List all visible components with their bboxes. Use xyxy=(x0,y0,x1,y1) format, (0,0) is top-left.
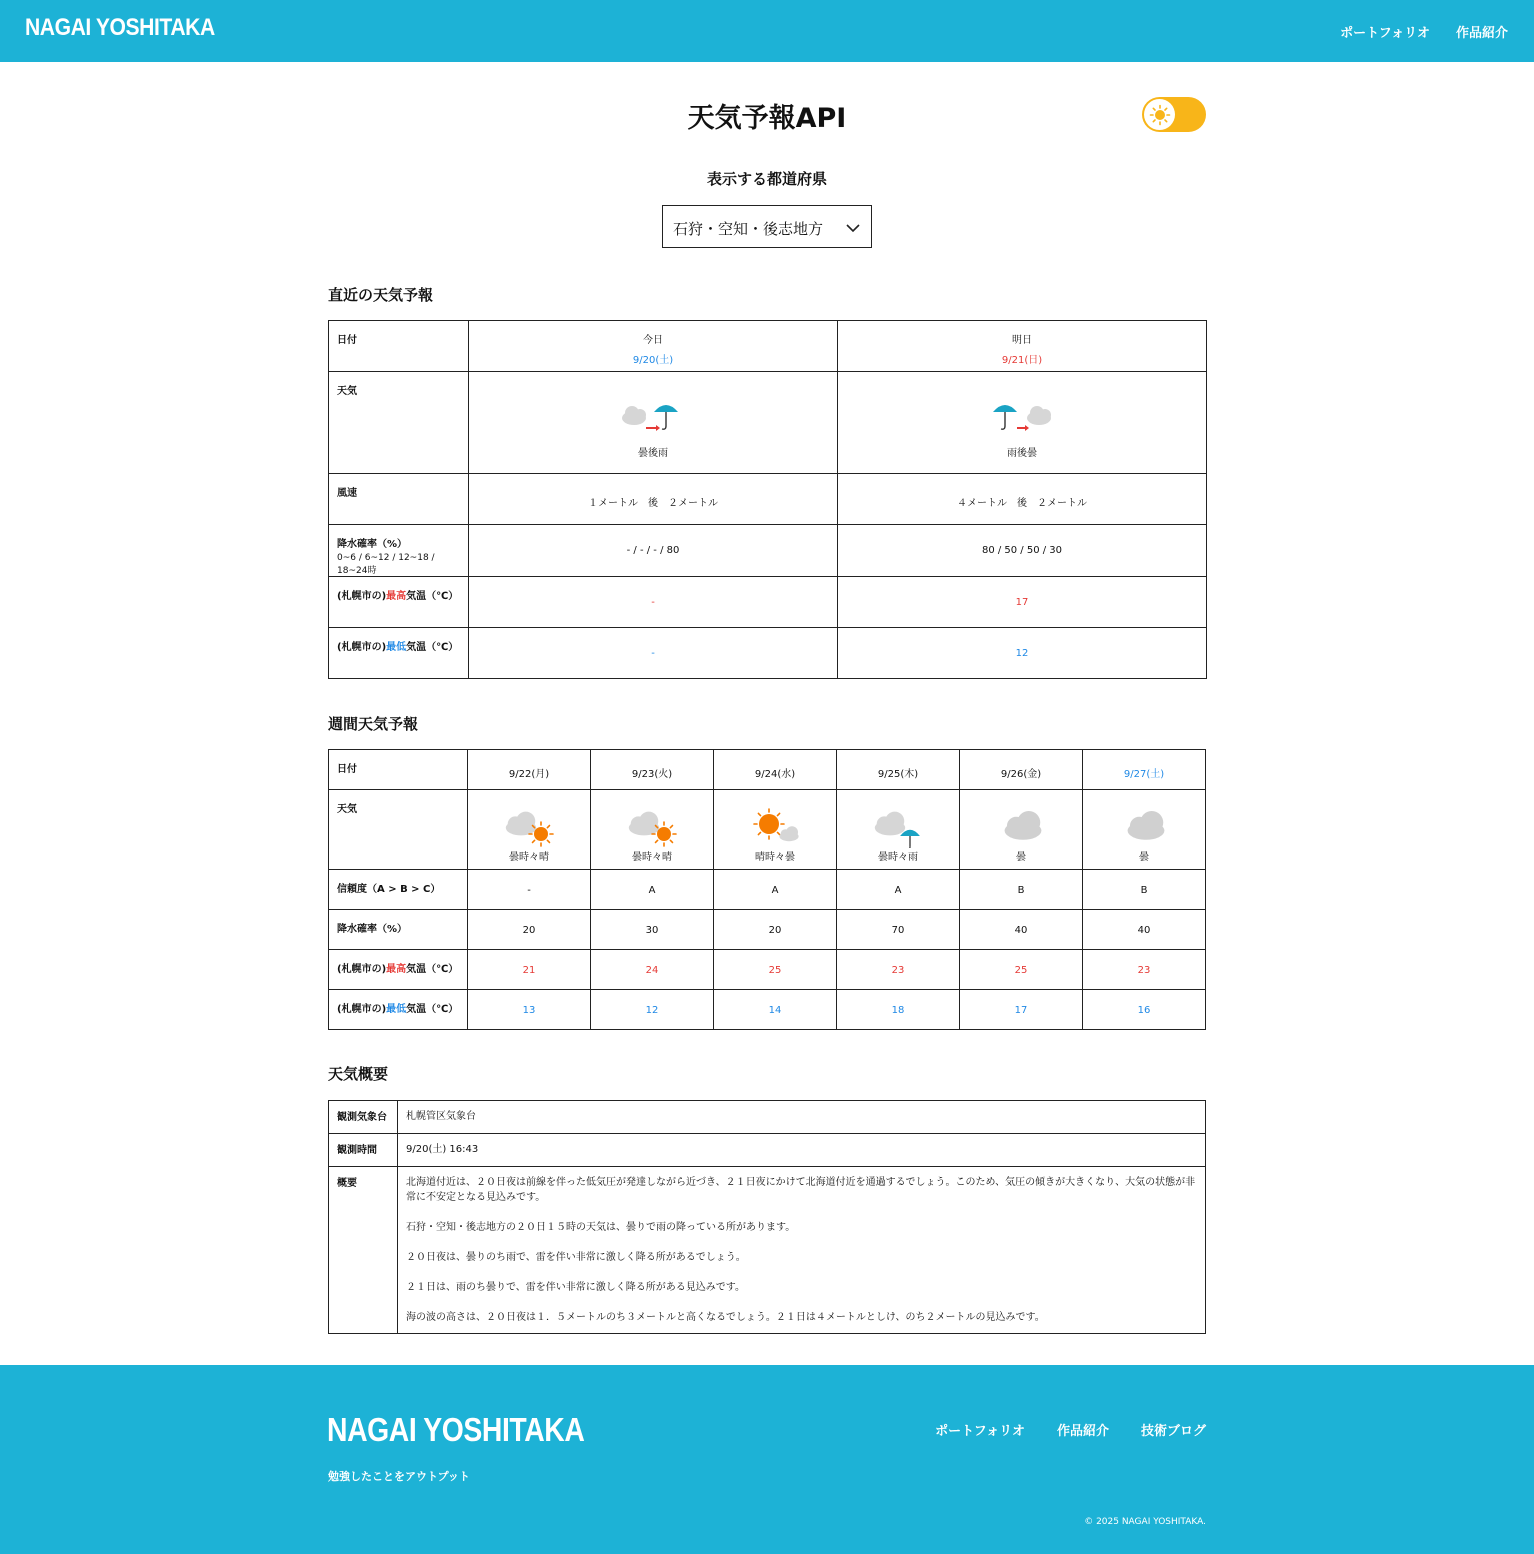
table-row xyxy=(329,474,1207,525)
recent-date-cell xyxy=(838,321,1207,372)
row-label-weather: 天気 xyxy=(329,790,468,870)
rain-then-cloud-icon xyxy=(838,390,1206,440)
footer-nav xyxy=(935,1420,1206,1439)
weather-text: 雨後曇 xyxy=(1007,448,1037,459)
office-value: 札幌管区気象台 xyxy=(398,1101,1206,1134)
sun-icon xyxy=(1149,104,1171,126)
site-footer xyxy=(0,1365,1534,1554)
max-temp-cell: 23 xyxy=(837,950,960,990)
reliability-cell: - xyxy=(468,870,591,910)
cloud-sometimes-sun-icon xyxy=(591,804,713,848)
summary-paragraph: 石狩・空知・後志地方の２０日１５時の天気は、曇りで雨の降っている所があります。 xyxy=(406,1222,796,1233)
label-key: 最高 xyxy=(386,591,407,602)
table-row xyxy=(329,990,1206,1030)
weather-text: 曇 xyxy=(1139,852,1149,863)
cloud-sometimes-sun-icon xyxy=(468,804,590,848)
time-value: 9/20(土) 16:43 xyxy=(398,1134,1206,1167)
weather-text: 曇 xyxy=(1016,852,1026,863)
label-key: 最高 xyxy=(386,964,407,975)
row-label-min-temp xyxy=(329,628,469,679)
weekly-date-cell: 9/25(木) xyxy=(837,750,960,790)
table-row xyxy=(329,577,1207,628)
reliability-cell: A xyxy=(837,870,960,910)
min-temp-cell: 14 xyxy=(714,990,837,1030)
min-temp-cell: 18 xyxy=(837,990,960,1030)
rain-cell: 30 xyxy=(591,910,714,950)
cloud-sometimes-rain-icon xyxy=(837,804,959,848)
max-temp-cell: 17 xyxy=(838,577,1207,628)
min-temp-cell: 13 xyxy=(468,990,591,1030)
rain-cell: 20 xyxy=(468,910,591,950)
weekly-forecast-heading: 週間天気予報 xyxy=(328,715,419,733)
header-nav xyxy=(1340,22,1508,41)
day-date: 9/21(日) xyxy=(1001,355,1043,366)
weekly-weather-cell xyxy=(714,790,837,870)
footer-link-portfolio[interactable]: ポートフォリオ xyxy=(935,1424,1025,1439)
table-row xyxy=(329,1101,1206,1134)
row-label-max-temp xyxy=(329,577,469,628)
row-label-min-temp xyxy=(329,990,468,1030)
row-label-summary: 概要 xyxy=(329,1167,398,1334)
weekly-weather-cell xyxy=(468,790,591,870)
prefecture-label: 表示する都道府県 xyxy=(706,170,827,188)
weekly-weather-cell xyxy=(960,790,1083,870)
prefecture-select[interactable] xyxy=(662,205,872,248)
label-suffix: 気温（℃） xyxy=(406,591,459,602)
weather-text: 晴時々曇 xyxy=(755,852,795,863)
row-label-rain: 降水確率（%） xyxy=(329,910,468,950)
weekly-weather-cell xyxy=(591,790,714,870)
table-row xyxy=(329,950,1206,990)
summary-paragraph: ２１日は、雨のち曇りで、雷を伴い非常に激しく降る所がある見込みです。 xyxy=(406,1282,745,1293)
label-key: 最低 xyxy=(386,642,407,653)
rain-cell: 40 xyxy=(1083,910,1206,950)
max-temp-cell: 23 xyxy=(1083,950,1206,990)
weekly-weather-cell xyxy=(1083,790,1206,870)
rain-sub-label: 0~6 / 6~12 / 12~18 / 18~24時 xyxy=(337,553,435,576)
row-label-max-temp xyxy=(329,950,468,990)
rain-label: 降水確率（%） xyxy=(337,539,408,550)
weekly-date-cell: 9/23(火) xyxy=(591,750,714,790)
label-prefix: (札幌市の) xyxy=(337,964,387,975)
recent-forecast-heading: 直近の天気予報 xyxy=(328,286,434,304)
table-row xyxy=(329,870,1206,910)
table-row xyxy=(329,1134,1206,1167)
day-label: 今日 xyxy=(643,335,663,346)
weekly-date-cell: 9/27(土) xyxy=(1083,750,1206,790)
site-logo[interactable]: NAGAI YOSHITAKA xyxy=(25,14,215,41)
reliability-cell: A xyxy=(714,870,837,910)
recent-forecast-table xyxy=(328,320,1207,679)
overview-heading: 天気概要 xyxy=(328,1065,389,1083)
reliability-cell: B xyxy=(1083,870,1206,910)
toggle-knob xyxy=(1144,99,1175,130)
table-row xyxy=(329,628,1207,679)
weekly-date-cell: 9/22(月) xyxy=(468,750,591,790)
copyright: © 2025 NAGAI YOSHITAKA. xyxy=(1084,1517,1206,1527)
label-suffix: 気温（℃） xyxy=(406,642,459,653)
max-temp-cell: - xyxy=(469,577,838,628)
summary-value xyxy=(398,1167,1206,1334)
summary-paragraph: 北海道付近は、２０日夜は前線を伴った低気圧が発達しながら近づき、２１日夜にかけて北海道付近を通過するでしょう。このため、気圧の傾きが大きくなり、大気の状態が非常に不安定となる見込みです。 xyxy=(406,1177,1196,1203)
prefecture-select-value: 石狩・空知・後志地方 xyxy=(673,220,824,238)
footer-tagline: 勉強したことをアウトプット xyxy=(328,1470,470,1483)
min-temp-cell: 12 xyxy=(838,628,1207,679)
rain-cell: 80 / 50 / 50 / 30 xyxy=(838,525,1207,577)
day-date: 9/20(土) xyxy=(632,355,674,366)
recent-weather-cell xyxy=(469,372,838,474)
footer-logo[interactable]: NAGAI YOSHITAKA xyxy=(327,1411,585,1448)
row-label-time: 観測時間 xyxy=(329,1134,398,1167)
table-row xyxy=(329,525,1207,577)
day-label: 明日 xyxy=(1012,335,1032,346)
max-temp-cell: 25 xyxy=(714,950,837,990)
summary-paragraph: ２０日夜は、曇りのち雨で、雷を伴い非常に激しく降る所があるでしょう。 xyxy=(406,1252,746,1263)
footer-link-works[interactable]: 作品紹介 xyxy=(1056,1424,1109,1439)
wind-cell: ４メートル 後 ２メートル xyxy=(838,474,1207,525)
overview-table xyxy=(328,1100,1206,1334)
max-temp-cell: 25 xyxy=(960,950,1083,990)
sun-sometimes-cloud-icon xyxy=(714,804,836,848)
nav-link-portfolio[interactable]: ポートフォリオ xyxy=(1340,26,1430,41)
weather-text: 曇時々晴 xyxy=(632,852,672,863)
row-label-office: 観測気象台 xyxy=(329,1101,398,1134)
weather-text: 曇時々雨 xyxy=(878,852,918,863)
weather-text: 曇時々晴 xyxy=(509,852,549,863)
row-label-date: 日付 xyxy=(329,750,468,790)
rain-cell: 20 xyxy=(714,910,837,950)
table-row xyxy=(329,321,1207,372)
summary-paragraph: 海の波の高さは、２０日夜は１．５メートルのち３メートルと高くなるでしょう。２１日は４メートルとしけ、のち２メートルの見込みです。 xyxy=(406,1312,1045,1323)
label-prefix: (札幌市の) xyxy=(337,1004,387,1015)
table-row xyxy=(329,1167,1206,1334)
label-key: 最低 xyxy=(386,1004,407,1015)
recent-date-cell xyxy=(469,321,838,372)
wind-cell: １メートル 後 ２メートル xyxy=(469,474,838,525)
weekly-forecast-table xyxy=(328,749,1206,1030)
min-temp-cell: 16 xyxy=(1083,990,1206,1030)
weekly-date-cell: 9/24(水) xyxy=(714,750,837,790)
page-title: 天気予報API xyxy=(687,103,847,134)
row-label-reliability: 信頼度（A > B > C） xyxy=(329,870,468,910)
reliability-cell: A xyxy=(591,870,714,910)
site-header xyxy=(0,0,1534,62)
rain-cell: 40 xyxy=(960,910,1083,950)
chevron-down-icon xyxy=(845,220,861,236)
footer-link-blog[interactable]: 技術ブログ xyxy=(1140,1424,1206,1439)
min-temp-cell: 12 xyxy=(591,990,714,1030)
cloud-then-rain-icon xyxy=(469,390,837,440)
rain-cell: 70 xyxy=(837,910,960,950)
row-label-date: 日付 xyxy=(329,321,469,372)
theme-toggle[interactable] xyxy=(1142,97,1206,132)
cloud-icon xyxy=(1083,804,1205,848)
table-row xyxy=(329,750,1206,790)
table-row xyxy=(329,910,1206,950)
row-label-weather: 天気 xyxy=(329,372,469,474)
max-temp-cell: 24 xyxy=(591,950,714,990)
nav-link-works[interactable]: 作品紹介 xyxy=(1455,26,1508,41)
label-suffix: 気温（℃） xyxy=(406,1004,459,1015)
table-row xyxy=(329,372,1207,474)
recent-weather-cell xyxy=(838,372,1207,474)
weekly-date-cell: 9/26(金) xyxy=(960,750,1083,790)
table-row xyxy=(329,790,1206,870)
rain-cell: - / - / - / 80 xyxy=(469,525,838,577)
min-temp-cell: - xyxy=(469,628,838,679)
reliability-cell: B xyxy=(960,870,1083,910)
row-label-wind: 風速 xyxy=(329,474,469,525)
min-temp-cell: 17 xyxy=(960,990,1083,1030)
cloud-icon xyxy=(960,804,1082,848)
label-suffix: 気温（℃） xyxy=(406,964,459,975)
weather-text: 曇後雨 xyxy=(638,448,668,459)
label-prefix: (札幌市の) xyxy=(337,642,387,653)
max-temp-cell: 21 xyxy=(468,950,591,990)
label-prefix: (札幌市の) xyxy=(337,591,387,602)
weekly-weather-cell xyxy=(837,790,960,870)
row-label-rain xyxy=(329,525,469,577)
